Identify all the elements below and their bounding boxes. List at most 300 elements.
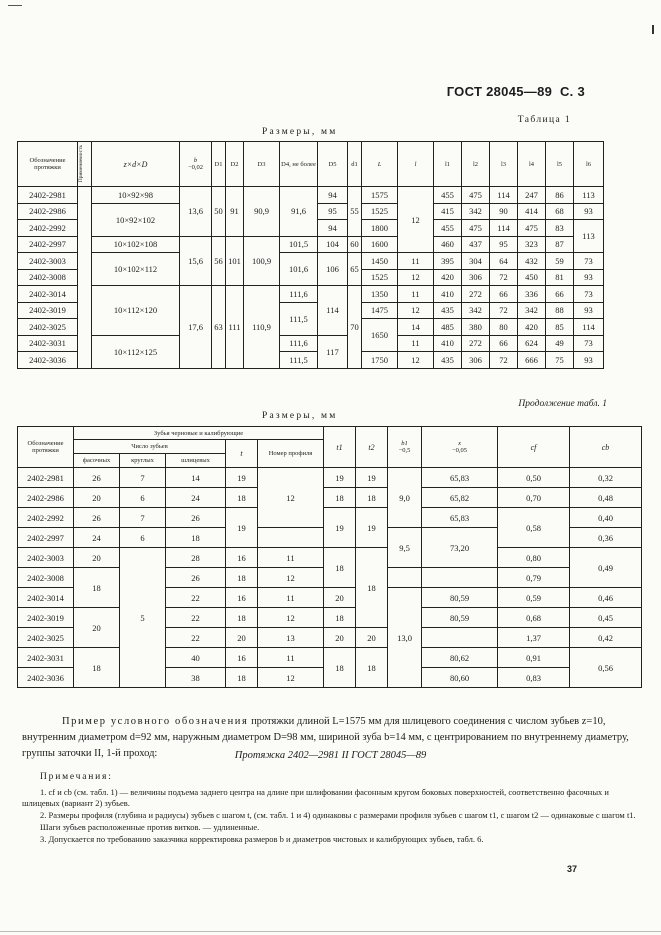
cell-l1: 415 [434, 203, 462, 220]
cell-designation: 2402-3008 [18, 269, 78, 286]
col-L: L [362, 142, 398, 187]
table1-header-row [18, 142, 604, 187]
x-label: x [458, 440, 461, 447]
cell-l2: 380 [462, 319, 490, 336]
cell-l4: 247 [518, 187, 546, 204]
b1-label: b1 [401, 440, 408, 447]
cell-l2: 475 [462, 220, 490, 237]
cell-L: 1525 [362, 269, 398, 286]
table-row [18, 648, 642, 668]
cell-cf: 0,59 [498, 588, 570, 608]
cell-t2: 19 [356, 468, 388, 488]
scan-mark-right [652, 25, 654, 34]
cell-spline: 26 [166, 568, 226, 588]
cell-t: 20 [226, 628, 258, 648]
cell-d1: 60 [348, 236, 362, 253]
cell-l1: 410 [434, 335, 462, 352]
cell-designation: 2402-3008 [18, 568, 74, 588]
table-row [18, 548, 642, 568]
cell-spline: 26 [166, 508, 226, 528]
cell-cf: 1,37 [498, 628, 570, 648]
table2-header-row-1 [18, 427, 642, 440]
cell-l4: 432 [518, 253, 546, 270]
cell-l6: 93 [574, 203, 604, 220]
cell-t: 16 [226, 588, 258, 608]
cell-L: 1350 [362, 286, 398, 303]
cell-l2: 437 [462, 236, 490, 253]
cell-t1: 18 [324, 488, 356, 508]
col-t: t [226, 440, 258, 468]
cell-l4: 624 [518, 335, 546, 352]
cell-shaped: 26 [74, 508, 120, 528]
cell-x: 65,83 [422, 508, 498, 528]
table-row [18, 187, 604, 204]
col-l5: l5 [546, 142, 574, 187]
cell-t1: 20 [324, 588, 356, 608]
cell-L: 1450 [362, 253, 398, 270]
cell-x: 65,82 [422, 488, 498, 508]
cell-l1: 460 [434, 236, 462, 253]
cell-shaped: 20 [74, 488, 120, 508]
cell-t: 18 [226, 668, 258, 688]
cell-round: 6 [120, 488, 166, 508]
cell-l3: 114 [490, 220, 518, 237]
table-row [18, 468, 642, 488]
cell-designation: 2402-2992 [18, 220, 78, 237]
cell-l: 11 [398, 253, 434, 270]
cell-D1: 63 [212, 286, 226, 369]
cell-shaped: 26 [74, 468, 120, 488]
cell-l1: 455 [434, 187, 462, 204]
cell-spline: 22 [166, 588, 226, 608]
cell-zdD: 10×92×98 [92, 187, 180, 204]
cell-cf: 0,50 [498, 468, 570, 488]
scan-edge [0, 931, 661, 932]
col-b [180, 142, 212, 187]
cell-designation: 2402-2992 [18, 508, 74, 528]
note-item: 1. cf и cb (см. табл. 1) — величины подъема заднего центра на длине при шлифовании фасонным кругом боковых поверхностей, соответственно фасочных и шлицевых (вариант 2) зубьев. [22, 787, 609, 808]
cell-D2: 111 [226, 286, 244, 369]
cell-l2: 272 [462, 335, 490, 352]
col-t1: t1 [324, 427, 356, 468]
cell-l6: 113 [574, 220, 604, 253]
col-l2: l2 [462, 142, 490, 187]
cell-usage [78, 187, 92, 369]
scan-mark [8, 5, 22, 6]
cell-b1: 9,5 [388, 528, 422, 568]
example-label: Пример условного обозначения [62, 716, 249, 727]
cell-spline: 18 [166, 528, 226, 548]
cell-l5: 66 [546, 286, 574, 303]
cell-l3: 64 [490, 253, 518, 270]
cell-l5: 59 [546, 253, 574, 270]
cell-designation: 2402-2986 [18, 488, 74, 508]
table1-caption: Размеры, мм [262, 127, 338, 137]
cell-L: 1650 [362, 319, 398, 352]
cell-designation: 2402-3025 [18, 319, 78, 336]
cell-l1: 455 [434, 220, 462, 237]
cell-D1: 56 [212, 236, 226, 286]
cell-designation: 2402-3031 [18, 335, 78, 352]
usage-label: Применяемость [78, 145, 84, 183]
col-designation: Обозначение протяжки [18, 142, 78, 187]
cell-designation: 2402-3003 [18, 253, 78, 270]
cell-l6: 73 [574, 253, 604, 270]
cell-t1: 20 [324, 628, 356, 648]
cell-d1: 70 [348, 286, 362, 369]
cell-l1: 435 [434, 352, 462, 369]
col-round: круглых [120, 454, 166, 468]
cell-spline: 22 [166, 608, 226, 628]
cell-spline: 24 [166, 488, 226, 508]
cell-t1: 18 [324, 548, 356, 588]
cell-profile: 12 [258, 668, 324, 688]
cell-b1: 13,0 [388, 588, 422, 688]
cell-d1: 65 [348, 253, 362, 286]
cell-l1: 485 [434, 319, 462, 336]
cell-l5: 49 [546, 335, 574, 352]
cell-t: 19 [226, 508, 258, 548]
cell-x: 73,20 [422, 528, 498, 568]
col-x [422, 427, 498, 468]
cell-l6: 114 [574, 319, 604, 336]
cell-l4: 666 [518, 352, 546, 369]
cell-l6: 93 [574, 302, 604, 319]
cell-round: 7 [120, 468, 166, 488]
cell-l6: 73 [574, 286, 604, 303]
col-l6: l6 [574, 142, 604, 187]
cell-t: 16 [226, 548, 258, 568]
cell-l: 12 [398, 187, 434, 253]
cell-zdD: 10×112×120 [92, 286, 180, 336]
cell-spline: 22 [166, 628, 226, 648]
cell-designation: 2402-3014 [18, 588, 74, 608]
cell-t1: 18 [324, 648, 356, 688]
cell-x [422, 628, 498, 648]
x-tol: −0,05 [451, 447, 468, 454]
cell-round: 5 [120, 548, 166, 688]
table2-caption: Размеры, мм [262, 411, 338, 421]
cell-l2: 342 [462, 203, 490, 220]
col-usage [78, 142, 92, 187]
cell-l3: 90 [490, 203, 518, 220]
cell-l: 11 [398, 335, 434, 352]
cell-profile [258, 528, 324, 548]
cell-t1: 19 [324, 508, 356, 548]
cell-l3: 66 [490, 335, 518, 352]
cell-l5: 68 [546, 203, 574, 220]
cell-cb: 0,46 [570, 588, 642, 608]
cell-D3: 100,9 [244, 236, 280, 286]
col-l1: l1 [434, 142, 462, 187]
table-2 [17, 426, 642, 688]
cell-cf: 0,83 [498, 668, 570, 688]
cell-x: 80,60 [422, 668, 498, 688]
note-item: 2. Размеры профиля (глубина и радиусы) зубьев с шагом t, (см. табл. 1 и 4) одинаковы с размерами профиля зубьев с шагом t1, с шагом t2 — одинаковые с шагом t1. [40, 810, 636, 820]
cell-designation: 2402-2986 [18, 203, 78, 220]
cell-D2: 101 [226, 236, 244, 286]
cell-l5: 85 [546, 319, 574, 336]
cell-l2: 475 [462, 187, 490, 204]
table-row [18, 286, 604, 303]
cell-cb: 0,32 [570, 468, 642, 488]
cell-zdD: 10×102×112 [92, 253, 180, 286]
cell-l1: 395 [434, 253, 462, 270]
col-t2: t2 [356, 427, 388, 468]
b-label: b [193, 157, 198, 164]
cell-l4: 336 [518, 286, 546, 303]
col-b1 [388, 427, 422, 468]
cell-t: 19 [226, 468, 258, 488]
cell-t1: 18 [324, 608, 356, 628]
cell-zdD: 10×102×108 [92, 236, 180, 253]
col-shaped: фасочных [74, 454, 120, 468]
cell-l4: 342 [518, 302, 546, 319]
cell-t2: 20 [356, 628, 388, 648]
cell-spline: 28 [166, 548, 226, 568]
cell-l3: 95 [490, 236, 518, 253]
col-cf: cf [498, 427, 570, 468]
col-zdD: z×d×D [92, 142, 180, 187]
b1-tol: −0,5 [398, 447, 411, 454]
cell-designation: 2402-3031 [18, 648, 74, 668]
col-group: Зубья черновые и калибрующие [74, 427, 324, 440]
table-row [18, 253, 604, 270]
cell-profile: 11 [258, 648, 324, 668]
cell-l2: 306 [462, 269, 490, 286]
cell-D5: 95 [318, 203, 348, 220]
note-item: Шаги зубьев расположенные против витков. — удлиненные. [40, 822, 260, 832]
cell-D4: 111,6 [280, 335, 318, 352]
table-row [18, 508, 642, 528]
cell-shaped: 20 [74, 548, 120, 568]
note-item: 3. Допускается по требованию заказчика корректировка размеров b и диаметров чистовых и калибрующих зубьев, табл. 6. [40, 834, 484, 844]
cell-x: 65,83 [422, 468, 498, 488]
cell-l: 12 [398, 352, 434, 369]
cell-l4: 420 [518, 319, 546, 336]
cell-l6: 73 [574, 335, 604, 352]
cell-cb: 0,36 [570, 528, 642, 548]
cell-profile: 11 [258, 588, 324, 608]
cell-cb: 0,42 [570, 628, 642, 648]
cell-D5: 104 [318, 236, 348, 253]
col-D5: D5 [318, 142, 348, 187]
cell-cf: 0,70 [498, 488, 570, 508]
cell-l3: 114 [490, 187, 518, 204]
table1-label: Таблица 1 [517, 115, 571, 125]
cell-b: 13,6 [180, 187, 212, 237]
cell-cf: 0,58 [498, 508, 570, 548]
cell-D3: 90,9 [244, 187, 280, 237]
cell-profile: 12 [258, 608, 324, 628]
cell-designation: 2402-2997 [18, 236, 78, 253]
cell-D5: 94 [318, 187, 348, 204]
cell-round: 6 [120, 528, 166, 548]
cell-l4: 475 [518, 220, 546, 237]
table-row [18, 488, 642, 508]
cell-cb: 0,56 [570, 648, 642, 688]
col-cb: cb [570, 427, 642, 468]
cell-l5: 88 [546, 302, 574, 319]
cell-l: 12 [398, 269, 434, 286]
cell-D5: 117 [318, 335, 348, 368]
cell-shaped: 18 [74, 648, 120, 688]
cell-designation: 2402-2997 [18, 528, 74, 548]
cell-designation: 2402-3025 [18, 628, 74, 648]
cell-D5: 94 [318, 220, 348, 237]
page-number: 37 [566, 864, 577, 874]
cell-L: 1525 [362, 203, 398, 220]
cell-L: 1475 [362, 302, 398, 319]
cell-designation: 2402-2981 [18, 468, 74, 488]
cell-l1: 420 [434, 269, 462, 286]
cell-L: 1575 [362, 187, 398, 204]
cell-spline: 14 [166, 468, 226, 488]
cell-designation: 2402-2981 [18, 187, 78, 204]
cell-l6: 93 [574, 269, 604, 286]
cell-l6: 113 [574, 187, 604, 204]
cell-L: 1600 [362, 236, 398, 253]
notes-title: Примечания: [40, 772, 113, 782]
cell-profile: 12 [258, 468, 324, 528]
cell-l: 14 [398, 319, 434, 336]
cell-t: 18 [226, 488, 258, 508]
cell-D5: 114 [318, 286, 348, 336]
cell-cf: 0,80 [498, 548, 570, 568]
cell-spline: 38 [166, 668, 226, 688]
cell-L: 1750 [362, 352, 398, 369]
cell-designation: 2402-3019 [18, 302, 78, 319]
col-profile: Номер профиля [258, 440, 324, 468]
cell-shaped: 18 [74, 568, 120, 608]
table-row [18, 335, 604, 352]
example-designation: Протяжка 2402—2981 II ГОСТ 28045—89 [234, 750, 427, 761]
cell-round: 7 [120, 508, 166, 528]
cell-x: 80,62 [422, 648, 498, 668]
cell-l4: 414 [518, 203, 546, 220]
cell-l3: 72 [490, 302, 518, 319]
cell-t: 16 [226, 648, 258, 668]
table-1 [17, 141, 604, 369]
cell-D4: 101,5 [280, 236, 318, 253]
cell-l1: 435 [434, 302, 462, 319]
cell-cf: 0,68 [498, 608, 570, 628]
cell-l4: 450 [518, 269, 546, 286]
header-page: С. 3 [559, 84, 585, 99]
standard-number: ГОСТ 28045—89 [446, 84, 553, 99]
col-D2: D2 [226, 142, 244, 187]
cell-t2: 19 [356, 508, 388, 548]
cell-b: 17,6 [180, 286, 212, 369]
cell-designation: 2402-3036 [18, 352, 78, 369]
cell-designation: 2402-3014 [18, 286, 78, 303]
col-D4: D4, не более [280, 142, 318, 187]
col-d1: d1 [348, 142, 362, 187]
cell-l: 11 [398, 286, 434, 303]
cell-cb: 0,49 [570, 548, 642, 588]
col-spline: шлицевых [166, 454, 226, 468]
cell-t2: 18 [356, 488, 388, 508]
cell-l4: 323 [518, 236, 546, 253]
cell-b1 [388, 568, 422, 588]
cell-t: 18 [226, 608, 258, 628]
cell-l2: 304 [462, 253, 490, 270]
cell-l3: 72 [490, 352, 518, 369]
cell-l2: 342 [462, 302, 490, 319]
cell-l2: 272 [462, 286, 490, 303]
col-count: Число зубьев [74, 440, 226, 454]
cell-D4: 111,6 [280, 286, 318, 303]
table2-label: Продолжение табл. 1 [518, 399, 607, 409]
cell-l5: 86 [546, 187, 574, 204]
cell-x: 80,59 [422, 588, 498, 608]
cell-t2: 18 [356, 648, 388, 688]
cell-l5: 75 [546, 352, 574, 369]
cell-cf: 0,79 [498, 568, 570, 588]
cell-D4: 111,5 [280, 302, 318, 335]
table-row [18, 608, 642, 628]
cell-l6: 93 [574, 352, 604, 369]
cell-D3: 110,9 [244, 286, 280, 369]
cell-d1: 55 [348, 187, 362, 237]
cell-L: 1800 [362, 220, 398, 237]
cell-spline: 40 [166, 648, 226, 668]
cell-profile: 13 [258, 628, 324, 648]
cell-l5: 81 [546, 269, 574, 286]
cell-profile: 11 [258, 548, 324, 568]
cell-l3: 66 [490, 286, 518, 303]
cell-D4: 101,6 [280, 253, 318, 286]
cell-profile: 12 [258, 568, 324, 588]
page-header [447, 84, 585, 99]
cell-zdD: 10×92×102 [92, 203, 180, 236]
b-tol: −0,02 [187, 164, 204, 171]
cell-zdD: 10×112×125 [92, 335, 180, 368]
col-D3: D3 [244, 142, 280, 187]
cell-shaped: 24 [74, 528, 120, 548]
example-text: протяжки длиной L=1575 мм для шлицевого соединения с числом зубьев z=10, внутренним диаметром d=92 мм, наружным диаметром D=98 мм, шириной зуба b=14 мм, с центрированием по внутреннему диаметру, группы заточки II, 1-й проход: [22, 716, 629, 759]
cell-cf: 0,91 [498, 648, 570, 668]
cell-D2: 91 [226, 187, 244, 237]
table-row [18, 236, 604, 253]
cell-x [422, 568, 498, 588]
col-l3: l3 [490, 142, 518, 187]
cell-l3: 72 [490, 269, 518, 286]
cell-D5: 106 [318, 253, 348, 286]
cell-cb: 0,48 [570, 488, 642, 508]
cell-l1: 410 [434, 286, 462, 303]
col-D1: D1 [212, 142, 226, 187]
cell-l5: 83 [546, 220, 574, 237]
cell-D1: 50 [212, 187, 226, 237]
cell-x: 80,59 [422, 608, 498, 628]
cell-designation: 2402-3036 [18, 668, 74, 688]
cell-l2: 306 [462, 352, 490, 369]
cell-t: 18 [226, 568, 258, 588]
cell-l: 12 [398, 302, 434, 319]
cell-cb: 0,40 [570, 508, 642, 528]
cell-cb: 0,45 [570, 608, 642, 628]
col-l4: l4 [518, 142, 546, 187]
cell-shaped: 20 [74, 608, 120, 648]
cell-t1: 19 [324, 468, 356, 488]
col-designation: Обозначение протяжки [18, 427, 74, 468]
cell-D4: 91,6 [280, 187, 318, 237]
notes-list [22, 787, 640, 846]
cell-b: 15,6 [180, 236, 212, 286]
cell-b1: 9,0 [388, 468, 422, 528]
col-l: l [398, 142, 434, 187]
